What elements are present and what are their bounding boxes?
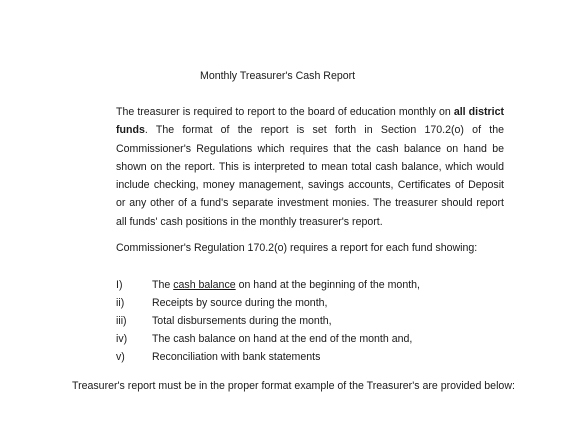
list-item-text: The cash balance on hand at the end of the month and, [152,332,413,345]
paragraph-bold-text: all district funds [116,106,505,137]
list-item-text: Receipts by source during the month, [152,296,328,309]
footer-note: Treasurer's report must be in the proper format example of the Treasurer's are provided below: [72,380,515,392]
list-item-number: ii) [116,296,125,309]
list-item-underlined-text: cash balance [173,279,236,291]
list-item [116,349,420,367]
list-item-number: iii) [116,314,127,327]
paragraph-text-start: The treasurer is required to report to the board of education monthly on [116,106,454,118]
list-item [116,277,420,295]
intro-paragraph [116,103,504,231]
list-item-text: The [152,279,174,291]
list-item-text-end: on hand at the beginning of the month, [235,279,420,291]
list-item [116,313,420,331]
list-item [116,331,420,349]
list-item-text: Reconciliation with bank statements [152,350,321,363]
list-item-text: Total disbursements during the month, [152,314,332,327]
paragraph-text-end: . The format of the report is set forth in Section 170.2(o) of the Commissioner's Regulations which requires that the cash balance on hand be shown on the report. This is interpreted to mean total cash balance, which would include checking, money management, savings accounts, Certificates of Deposit or any other of a fund's separate investment monies. The treasurer should report all funds' cash positions in the monthly treasurer's report. [116,124,504,228]
document-title: Monthly Treasurer's Cash Report [200,70,356,82]
regulation-line: Commissioner's Regulation 170.2(o) requires a report for each fund showing: [116,242,478,254]
list-item [116,295,420,313]
list-item-number: v) [116,350,125,363]
list-item-number: iv) [116,332,128,345]
list-item-number: I) [116,279,123,291]
requirements-list [116,277,420,366]
